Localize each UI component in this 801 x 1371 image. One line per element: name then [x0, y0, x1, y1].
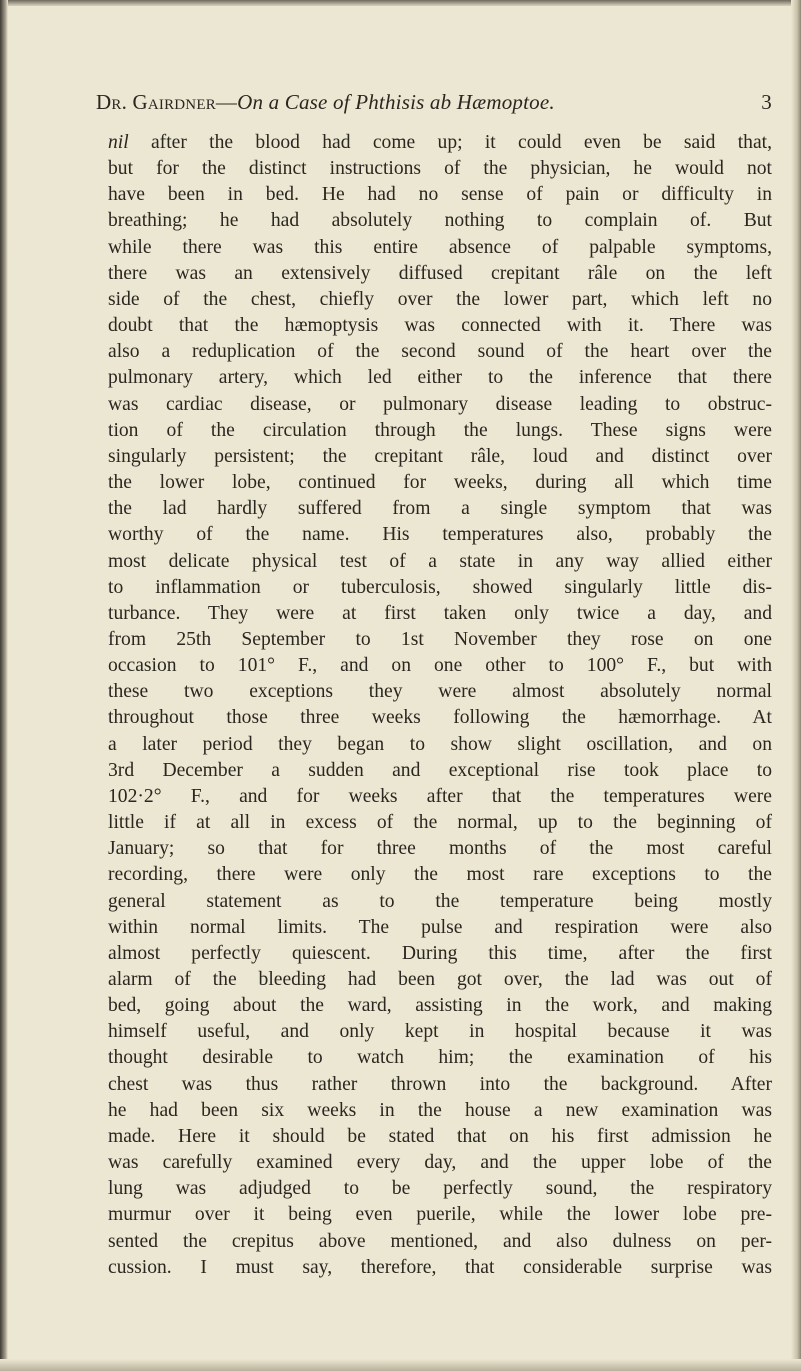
line-text: 102·2° F., and for weeks after that the temperatures were: [108, 785, 772, 807]
line-text: worthy of the name. His temperatures also, probably the: [108, 524, 772, 546]
text-line: [108, 235, 772, 261]
text-line: [108, 496, 772, 522]
line-text: within normal limits. The pulse and respiration were also: [108, 916, 772, 938]
text-line: [108, 1019, 772, 1045]
text-line: [108, 208, 772, 234]
header-author: Dr. Gairdner: [96, 90, 216, 114]
line-text: general statement as to the temperature being mostly: [108, 890, 772, 912]
text-line: [108, 1176, 772, 1202]
line-text: after the blood had come up; it could even be said that,: [128, 132, 772, 153]
page-right-edge: [791, 0, 801, 1371]
text-line: [108, 1098, 772, 1124]
line-text: throughout those three weeks following the hæmorrhage. At: [108, 707, 772, 729]
text-line: [108, 679, 772, 705]
line-text: singularly persistent; the crepitant râle, loud and distinct over: [108, 445, 772, 467]
line-text: there was an extensively diffused crepitant râle on the left: [108, 262, 772, 284]
text-line: [108, 1202, 772, 1228]
page-left-edge: [0, 0, 8, 1371]
line-text: the lad hardly suffered from a single symptom that was: [108, 498, 772, 520]
text-line: [108, 653, 772, 679]
text-line: [108, 732, 772, 758]
text-line: [108, 522, 772, 548]
line-text: alarm of the bleeding had been got over, the lad was out of: [108, 969, 772, 990]
line-text: little if at all in excess of the normal, up to the beginning of: [108, 812, 772, 834]
text-line: [108, 915, 772, 941]
text-line: [108, 182, 772, 208]
line-text: made. Here it should be stated that on his first admission he: [108, 1125, 772, 1147]
text-line: [108, 967, 772, 993]
line-text: turbance. They were at first taken only twice a day, and: [108, 602, 772, 624]
line-text: recording, there were only the most rare exceptions to the: [108, 864, 772, 886]
line-text: was carefully examined every day, and the upper lobe of the: [108, 1152, 772, 1174]
line-text: lung was adjudged to be perfectly sound, the respiratory: [108, 1178, 772, 1200]
text-line: [108, 993, 772, 1019]
header-title-group: [96, 90, 555, 115]
line-text: murmur over it being even puerile, while the lower lobe pre-: [108, 1204, 772, 1226]
text-line: [108, 549, 772, 575]
text-line: [108, 130, 772, 156]
line-text: doubt that the hæmoptysis was connected with it. There was: [108, 315, 772, 337]
line-text: most delicate physical test of a state in any way allied either: [108, 550, 772, 572]
text-line: [108, 365, 772, 391]
text-line: [108, 889, 772, 915]
text-line: [108, 1255, 772, 1281]
line-text: breathing; he had absolutely nothing to complain of. But: [108, 210, 772, 232]
text-line: [108, 392, 772, 418]
line-text: 3rd December a sudden and exceptional rise took place to: [108, 759, 772, 781]
line-text: January; so that for three months of the most careful: [108, 838, 772, 860]
line-text: to inflammation or tuberculosis, showed singularly little dis-: [108, 576, 772, 598]
header-title: On a Case of Phthisis ab Hæmoptoe.: [237, 90, 555, 114]
line-text: sented the crepitus above mentioned, and also dulness on per-: [108, 1230, 772, 1252]
line-text: while there was this entire absence of palpable symptoms,: [108, 236, 772, 258]
line-text: pulmonary artery, which led either to the inference that there: [108, 367, 772, 389]
line-text: cussion. I must say, therefore, that considerable surprise was: [108, 1256, 772, 1278]
text-line: [108, 444, 772, 470]
text-line: [108, 1150, 772, 1176]
line-text: side of the chest, chiefly over the lower part, which left no: [108, 288, 772, 310]
text-line: [108, 287, 772, 313]
text-line: [108, 339, 772, 365]
text-line: [108, 601, 772, 627]
line-text: a later period they began to show slight oscillation, and on: [108, 733, 772, 755]
body-paragraph: [108, 130, 772, 1281]
page-number: 3: [761, 90, 772, 114]
header-separator: —: [215, 90, 238, 114]
text-line: [108, 1045, 772, 1071]
line-text: these two exceptions they were almost absolutely normal: [108, 681, 772, 703]
first-word: nil: [108, 132, 129, 153]
text-line: [108, 575, 772, 601]
text-line: [108, 156, 772, 182]
text-line: [108, 784, 772, 810]
page-top-edge: [0, 0, 801, 6]
text-line: [108, 313, 772, 339]
line-text: have been in bed. He had no sense of pain or difficulty in: [108, 184, 772, 206]
text-line: [108, 836, 772, 862]
line-text: also a reduplication of the second sound of the heart over the: [108, 341, 772, 363]
text-line: [108, 261, 772, 287]
line-text: chest was thus rather thrown into the background. After: [108, 1073, 772, 1095]
line-text: but for the distinct instructions of the physician, he would not: [108, 158, 772, 180]
text-line: [108, 1229, 772, 1255]
line-text: occasion to 101° F., and on one other to 100° F., but with: [108, 655, 772, 677]
page-bottom-edge: [0, 1359, 801, 1371]
text-line: [108, 941, 772, 967]
running-header: [96, 90, 772, 122]
line-text: thought desirable to watch him; the examination of his: [108, 1047, 772, 1069]
text-line: [108, 862, 772, 888]
text-line: [108, 418, 772, 444]
text-line: [108, 810, 772, 836]
line-text: the lower lobe, continued for weeks, during all which time: [108, 472, 772, 494]
text-line: [108, 758, 772, 784]
line-text: was cardiac disease, or pulmonary disease leading to obstruc-: [108, 393, 772, 415]
line-text: tion of the circulation through the lungs. These signs were: [108, 419, 772, 441]
text-line: [108, 1124, 772, 1150]
line-text: bed, going about the ward, assisting in the work, and making: [108, 995, 772, 1017]
text-line: [108, 705, 772, 731]
line-text: almost perfectly quiescent. During this time, after the first: [108, 942, 772, 964]
line-text: from 25th September to 1st November they rose on one: [108, 628, 772, 650]
text-line: [108, 1072, 772, 1098]
line-text: he had been six weeks in the house a new examination was: [108, 1099, 772, 1121]
text-line: [108, 627, 772, 653]
line-text: himself useful, and only kept in hospital because it was: [108, 1021, 772, 1043]
text-line: [108, 470, 772, 496]
